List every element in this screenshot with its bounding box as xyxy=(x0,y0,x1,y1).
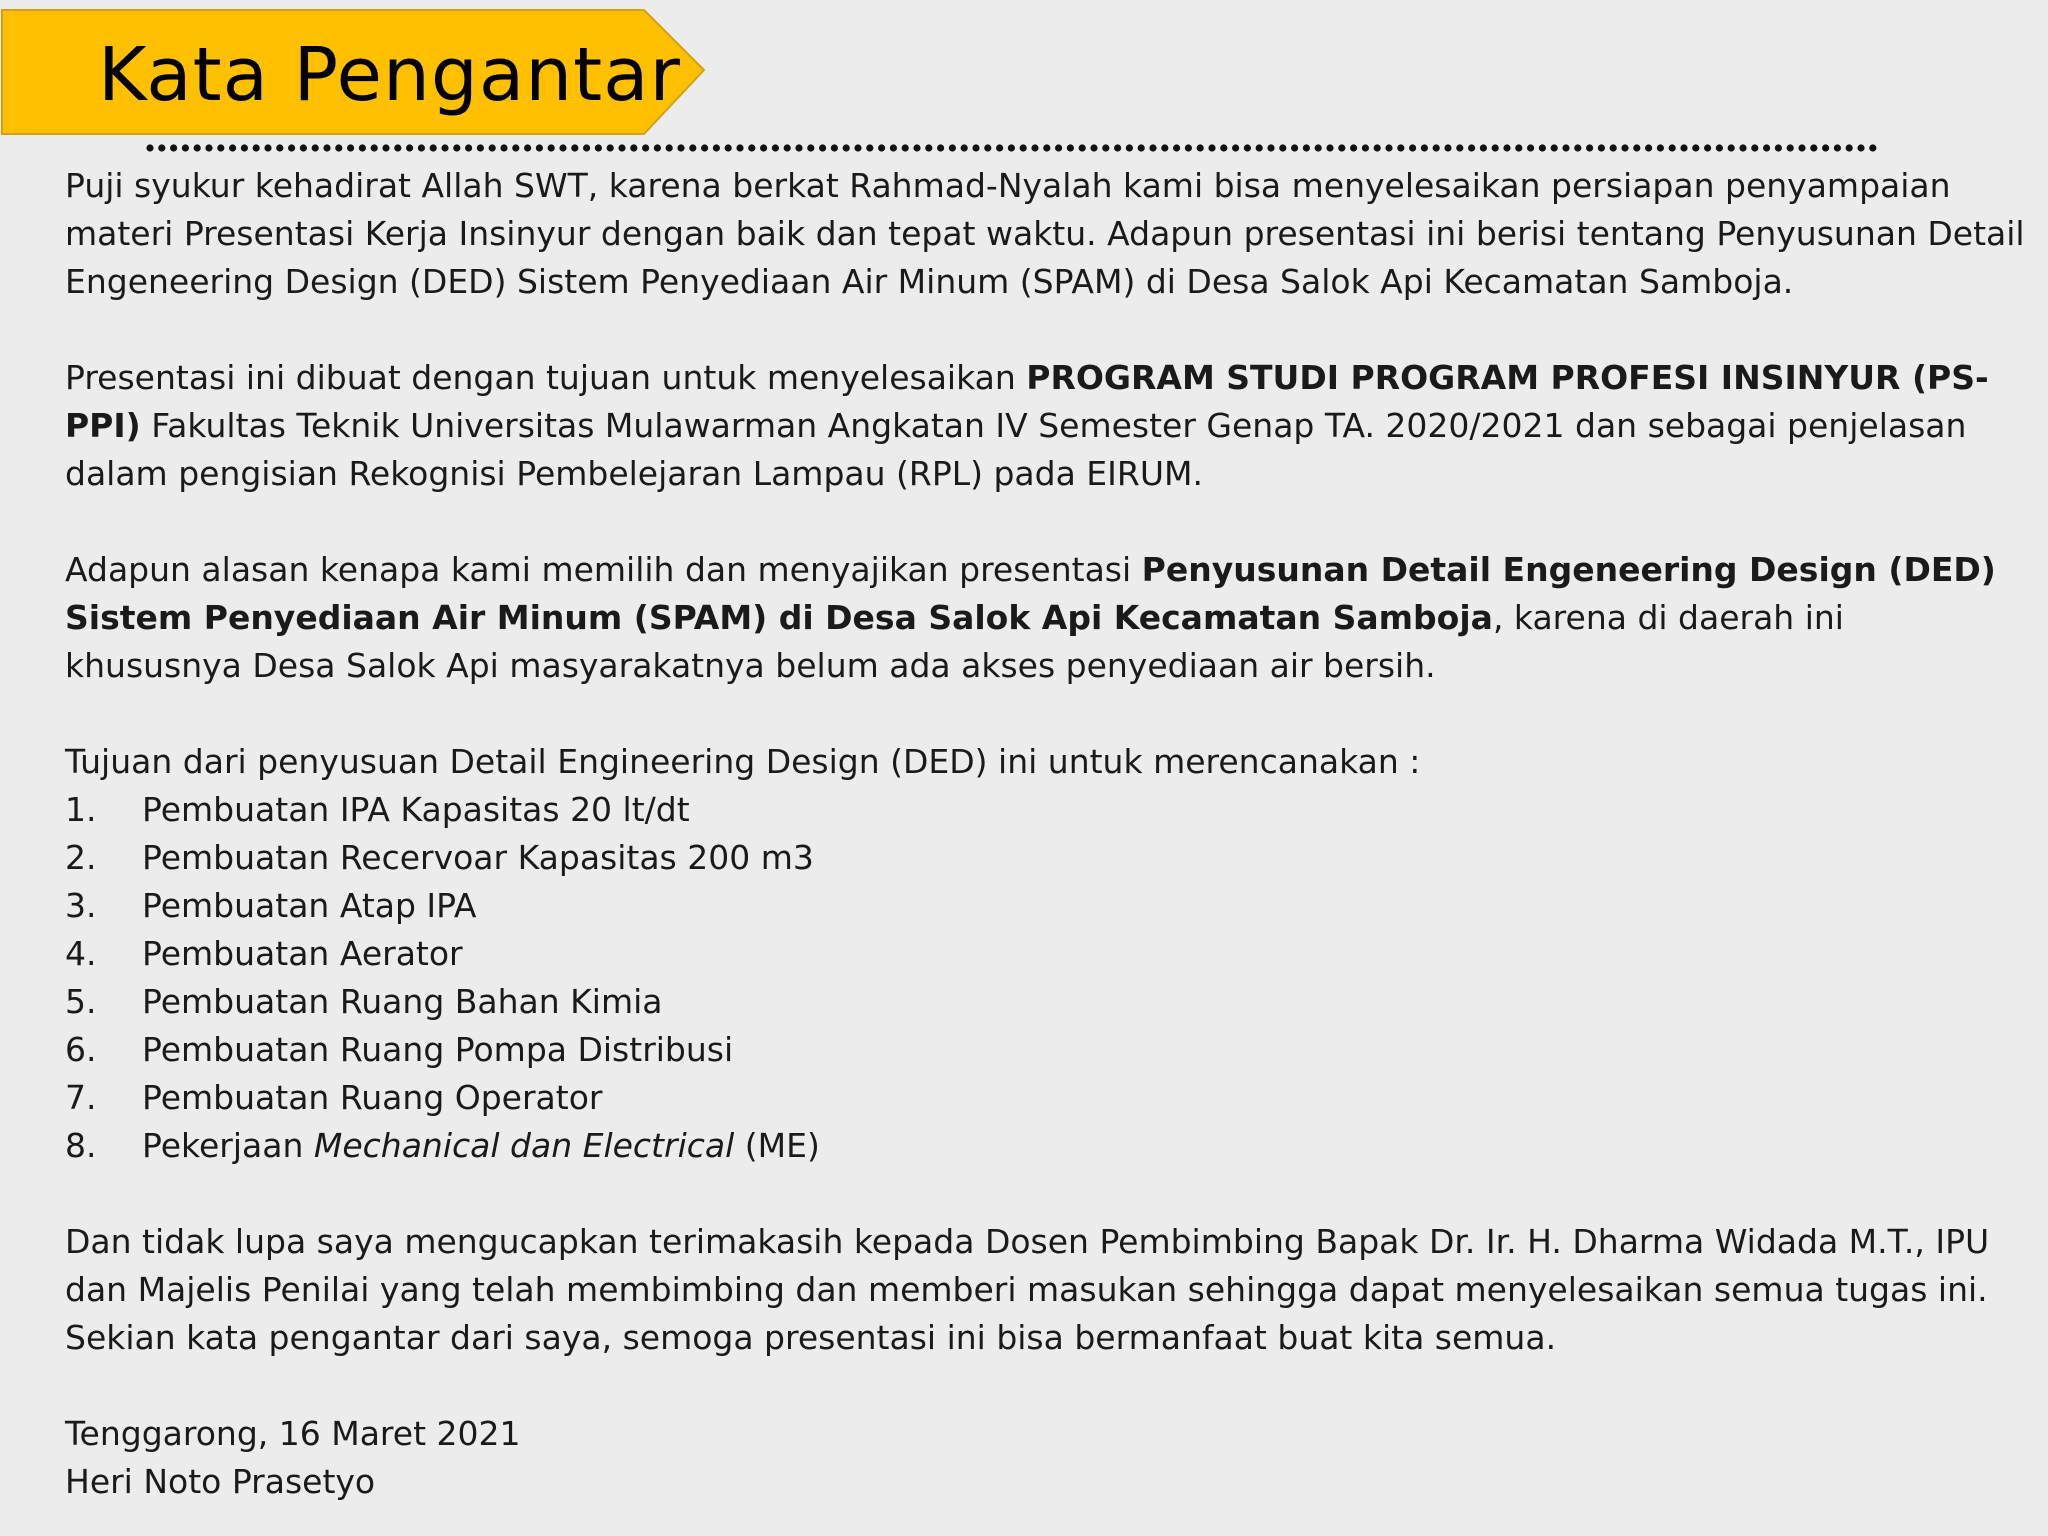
list-item xyxy=(65,786,2025,834)
list-item-number: 2. xyxy=(65,838,97,877)
list-item-text: Pembuatan Ruang Bahan Kimia xyxy=(142,982,663,1021)
list-item xyxy=(65,978,2025,1026)
list-item-italic: Mechanical dan Electrical xyxy=(313,1126,735,1165)
list-item-text: Pembuatan Recervoar Kapasitas 200 m3 xyxy=(142,838,814,877)
list-item-number: 6. xyxy=(65,1030,97,1069)
dotted-divider xyxy=(146,140,1880,156)
list-item xyxy=(65,1074,2025,1122)
paragraph-reason xyxy=(65,546,2025,690)
program-name: PROGRAM STUDI PROGRAM PROFESI INSINYUR (PS-PPI) xyxy=(65,358,1989,445)
paragraph-purpose-lead: Presentasi ini dibuat dengan tujuan untuk menyelesaikan xyxy=(65,358,1027,397)
list-item-number: 7. xyxy=(65,1078,97,1117)
list-item-number: 1. xyxy=(65,790,97,829)
list-item-number: 4. xyxy=(65,934,97,973)
list-item-text xyxy=(142,1122,820,1170)
objectives-list xyxy=(65,786,2025,1170)
list-item-text: Pembuatan Aerator xyxy=(142,934,463,973)
paragraph-reason-lead: Adapun alasan kenapa kami memilih dan menyajikan presentasi xyxy=(65,550,1142,589)
list-item xyxy=(65,1026,2025,1074)
page-title: Kata Pengantar xyxy=(98,32,681,118)
paragraph-purpose xyxy=(65,354,2025,498)
list-item xyxy=(65,930,2025,978)
list-item-lead: Pekerjaan xyxy=(142,1126,314,1165)
list-item-text: Pembuatan Atap IPA xyxy=(142,886,477,925)
list-item-text: Pembuatan Ruang Pompa Distribusi xyxy=(142,1030,734,1069)
paragraph-intro: Puji syukur kehadirat Allah SWT, karena berkat Rahmad-Nyalah kami bisa menyelesaikan persiapan penyampaian materi Presentasi Kerja Insinyur dengan baik dan tepat waktu. Adapun presentasi ini berisi tentang Penyusunan Detail Engeneering Design (DED) Sistem Penyediaan Air Minum (SPAM) di Desa Salok Api Kecamatan Samboja. xyxy=(65,166,2025,301)
list-item-text: Pembuatan IPA Kapasitas 20 lt/dt xyxy=(142,790,690,829)
closing-thanks: Dan tidak lupa saya mengucapkan terimakasih kepada Dosen Pembimbing Bapak Dr. Ir. H. Dharma Widada M.T., IPU dan Majelis Penilai yang telah membimbing dan memberi masukan sehingga dapat menyelesaikan semua tugas ini. xyxy=(65,1222,1990,1309)
list-item-text: Pembuatan Ruang Operator xyxy=(142,1078,603,1117)
list-item xyxy=(65,834,2025,882)
list-item-number: 5. xyxy=(65,982,97,1021)
paragraph-reason-tail: , karena di daerah ini khususnya Desa Salok Api masyarakatnya belum ada akses penyediaan air bersih. xyxy=(65,598,1844,685)
title-banner xyxy=(0,8,708,136)
content-body xyxy=(65,162,2025,1506)
list-item xyxy=(65,882,2025,930)
signature-name: Heri Noto Prasetyo xyxy=(65,1462,376,1501)
project-title: Penyusunan Detail Engeneering Design (DED) Sistem Penyediaan Air Minum (SPAM) di Desa Salok Api Kecamatan Samboja xyxy=(65,550,1996,637)
list-item-number: 3. xyxy=(65,886,97,925)
closing-remark: Sekian kata pengantar dari saya, semoga presentasi ini bisa bermanfaat buat kita semua. xyxy=(65,1318,1557,1357)
list-item-number: 8. xyxy=(65,1126,97,1165)
list-item-tail: (ME) xyxy=(734,1126,820,1165)
signature-place-date: Tenggarong, 16 Maret 2021 xyxy=(65,1414,521,1453)
objectives-intro: Tujuan dari penyusuan Detail Engineering Design (DED) ini untuk merencanakan : xyxy=(65,742,1421,781)
paragraph-purpose-tail: Fakultas Teknik Universitas Mulawarman Angkatan IV Semester Genap TA. 2020/2021 dan sebagai penjelasan dalam pengisian Rekognisi Pembelejaran Lampau (RPL) pada EIRUM. xyxy=(65,406,1967,493)
list-item xyxy=(65,1122,2025,1170)
